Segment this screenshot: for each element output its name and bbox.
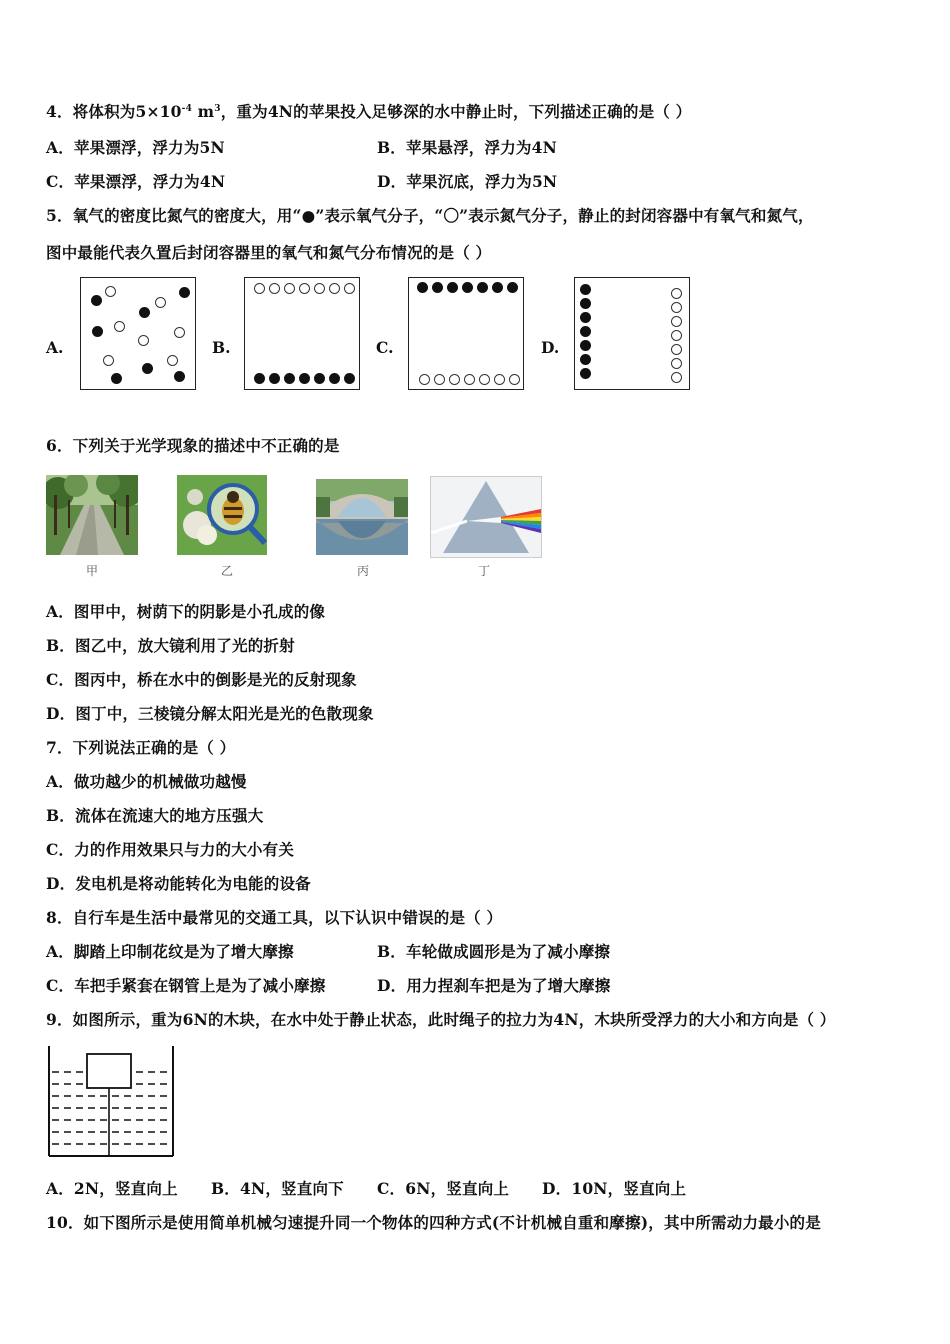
q4-option-a[interactable]: A．苹果漂浮，浮力为5N: [46, 138, 225, 157]
q9-option-c[interactable]: C．6N，竖直向上: [377, 1179, 510, 1198]
oxygen-molecule: [492, 282, 503, 293]
q5-container-a[interactable]: [80, 277, 196, 390]
nitrogen-molecule: [479, 374, 490, 385]
q10-stem: 10．如下图所示是使用简单机械匀速提升同一个物体的四种方式(不计机械自重和摩擦)，其中所需动力最小的是: [46, 1213, 821, 1232]
bridge-photo: [316, 479, 408, 555]
q7-option-c[interactable]: C．力的作用效果只与力的大小有关: [46, 840, 295, 859]
nitrogen-molecule: [671, 372, 682, 383]
prism-photo: [430, 476, 542, 558]
caption-jia: 甲: [86, 564, 99, 578]
oxygen-molecule: [580, 284, 591, 295]
q9-option-b[interactable]: B．4N，竖直向下: [211, 1179, 344, 1198]
q8-option-a[interactable]: A．脚踏上印制花纹是为了增大摩擦: [46, 942, 294, 961]
tree-shade-illustration: [46, 475, 138, 555]
q5-stem-line1: 5．氧气的密度比氮气的密度大，用“●”表示氧气分子，“〇”表示氮气分子，静止的封闭容器中有氧气和氮气，: [46, 206, 814, 225]
oxygen-molecule: [580, 340, 591, 351]
nitrogen-molecule: [167, 355, 178, 366]
oxygen-molecule: [344, 373, 355, 384]
q5-stem-line2: 图中最能代表久置后封闭容器里的氧气和氮气分布情况的是（ ）: [46, 243, 492, 262]
nitrogen-molecule: [329, 283, 340, 294]
nitrogen-molecule: [671, 330, 682, 341]
nitrogen-molecule: [114, 321, 125, 332]
oxygen-molecule: [580, 326, 591, 337]
q6-option-a[interactable]: A．图甲中，树荫下的阴影是小孔成的像: [46, 602, 326, 621]
oxygen-molecule: [447, 282, 458, 293]
q8-option-d[interactable]: D．用力捏刹车把是为了增大摩擦: [377, 976, 611, 995]
q5-label-a[interactable]: A.: [46, 338, 64, 357]
nitrogen-molecule: [671, 344, 682, 355]
nitrogen-molecule: [434, 374, 445, 385]
nitrogen-molecule: [269, 283, 280, 294]
water-tank-diagram: [46, 1044, 176, 1160]
nitrogen-molecule: [254, 283, 265, 294]
nitrogen-molecule: [344, 283, 355, 294]
oxygen-molecule: [139, 307, 150, 318]
oxygen-molecule: [417, 282, 428, 293]
nitrogen-molecule: [284, 283, 295, 294]
magnifier-photo: [177, 475, 267, 555]
q4-stem-unit: m: [192, 102, 215, 121]
nitrogen-molecule: [464, 374, 475, 385]
oxygen-molecule: [580, 298, 591, 309]
tree-shade-photo: [46, 475, 138, 555]
q7-option-a[interactable]: A．做功越少的机械做功越慢: [46, 772, 247, 791]
q5-label-b[interactable]: B.: [212, 338, 231, 357]
caption-bing: 丙: [357, 564, 370, 578]
oxygen-molecule: [284, 373, 295, 384]
q4-option-d[interactable]: D．苹果沉底，浮力为5N: [377, 172, 558, 191]
q9-option-d[interactable]: D．10N，竖直向上: [542, 1179, 687, 1198]
nitrogen-molecule: [671, 316, 682, 327]
q7-option-d[interactable]: D．发电机是将动能转化为电能的设备: [46, 874, 311, 893]
oxygen-molecule: [329, 373, 340, 384]
oxygen-molecule: [92, 326, 103, 337]
nitrogen-molecule: [105, 286, 116, 297]
oxygen-molecule: [91, 295, 102, 306]
q9-stem: 9．如图所示，重为6N的木块，在水中处于静止状态，此时绳子的拉力为4N，木块所受浮力的大小和方向是（ ）: [46, 1010, 836, 1029]
oxygen-molecule: [269, 373, 280, 384]
q4-stem-part: 4．将体积为5×10: [46, 102, 182, 121]
nitrogen-molecule: [494, 374, 505, 385]
q5-container-b[interactable]: [244, 277, 360, 390]
prism-illustration: [431, 477, 541, 557]
nitrogen-molecule: [671, 358, 682, 369]
oxygen-molecule: [299, 373, 310, 384]
q7-option-b[interactable]: B．流体在流速大的地方压强大: [46, 806, 264, 825]
oxygen-molecule: [507, 282, 518, 293]
oxygen-molecule: [254, 373, 265, 384]
q4-stem: [46, 100, 691, 122]
q4-stem-rest: ，重为4N的苹果投入足够深的水中静止时，下列描述正确的是（ ）: [220, 102, 692, 121]
q8-option-b[interactable]: B．车轮做成圆形是为了减小摩擦: [377, 942, 611, 961]
caption-ding: 丁: [478, 564, 491, 578]
nitrogen-molecule: [419, 374, 430, 385]
q7-stem: 7．下列说法正确的是（ ）: [46, 738, 236, 757]
nitrogen-molecule: [314, 283, 325, 294]
nitrogen-molecule: [671, 302, 682, 313]
q8-option-c[interactable]: C．车把手紧套在钢管上是为了减小摩擦: [46, 976, 326, 995]
q5-label-c[interactable]: C.: [376, 338, 394, 357]
nitrogen-molecule: [138, 335, 149, 346]
oxygen-molecule: [477, 282, 488, 293]
nitrogen-molecule: [509, 374, 520, 385]
q9-option-a[interactable]: A．2N，竖直向上: [46, 1179, 178, 1198]
oxygen-molecule: [179, 287, 190, 298]
nitrogen-molecule: [103, 355, 114, 366]
oxygen-molecule: [462, 282, 473, 293]
q4-option-b[interactable]: B．苹果悬浮，浮力为4N: [377, 138, 557, 157]
q6-stem: 6．下列关于光学现象的描述中不正确的是: [46, 436, 340, 455]
nitrogen-molecule: [299, 283, 310, 294]
q6-option-b[interactable]: B．图乙中，放大镜利用了光的折射: [46, 636, 295, 655]
oxygen-molecule: [111, 373, 122, 384]
oxygen-molecule: [314, 373, 325, 384]
magnifier-illustration: [177, 475, 267, 555]
bridge-illustration: [316, 479, 408, 555]
oxygen-molecule: [580, 354, 591, 365]
nitrogen-molecule: [155, 297, 166, 308]
q6-option-c[interactable]: C．图丙中，桥在水中的倒影是光的反射现象: [46, 670, 357, 689]
oxygen-molecule: [432, 282, 443, 293]
q5-container-c[interactable]: [408, 277, 524, 390]
nitrogen-molecule: [174, 327, 185, 338]
oxygen-molecule: [580, 368, 591, 379]
q5-label-d[interactable]: D.: [541, 338, 560, 357]
q5-container-d[interactable]: [574, 277, 690, 390]
q6-option-d[interactable]: D．图丁中，三棱镜分解太阳光是光的色散现象: [46, 704, 374, 723]
oxygen-molecule: [580, 312, 591, 323]
q8-stem: 8．自行车是生活中最常见的交通工具，以下认识中错误的是（ ）: [46, 908, 503, 927]
oxygen-molecule: [142, 363, 153, 374]
q4-option-c[interactable]: C．苹果漂浮，浮力为4N: [46, 172, 226, 191]
q4-unit-exponent: 3: [214, 103, 221, 114]
nitrogen-molecule: [671, 288, 682, 299]
nitrogen-molecule: [449, 374, 460, 385]
caption-yi: 乙: [221, 564, 234, 578]
oxygen-molecule: [174, 371, 185, 382]
q4-exponent: -4: [181, 103, 193, 114]
q9-water-tank-figure: [46, 1044, 176, 1160]
